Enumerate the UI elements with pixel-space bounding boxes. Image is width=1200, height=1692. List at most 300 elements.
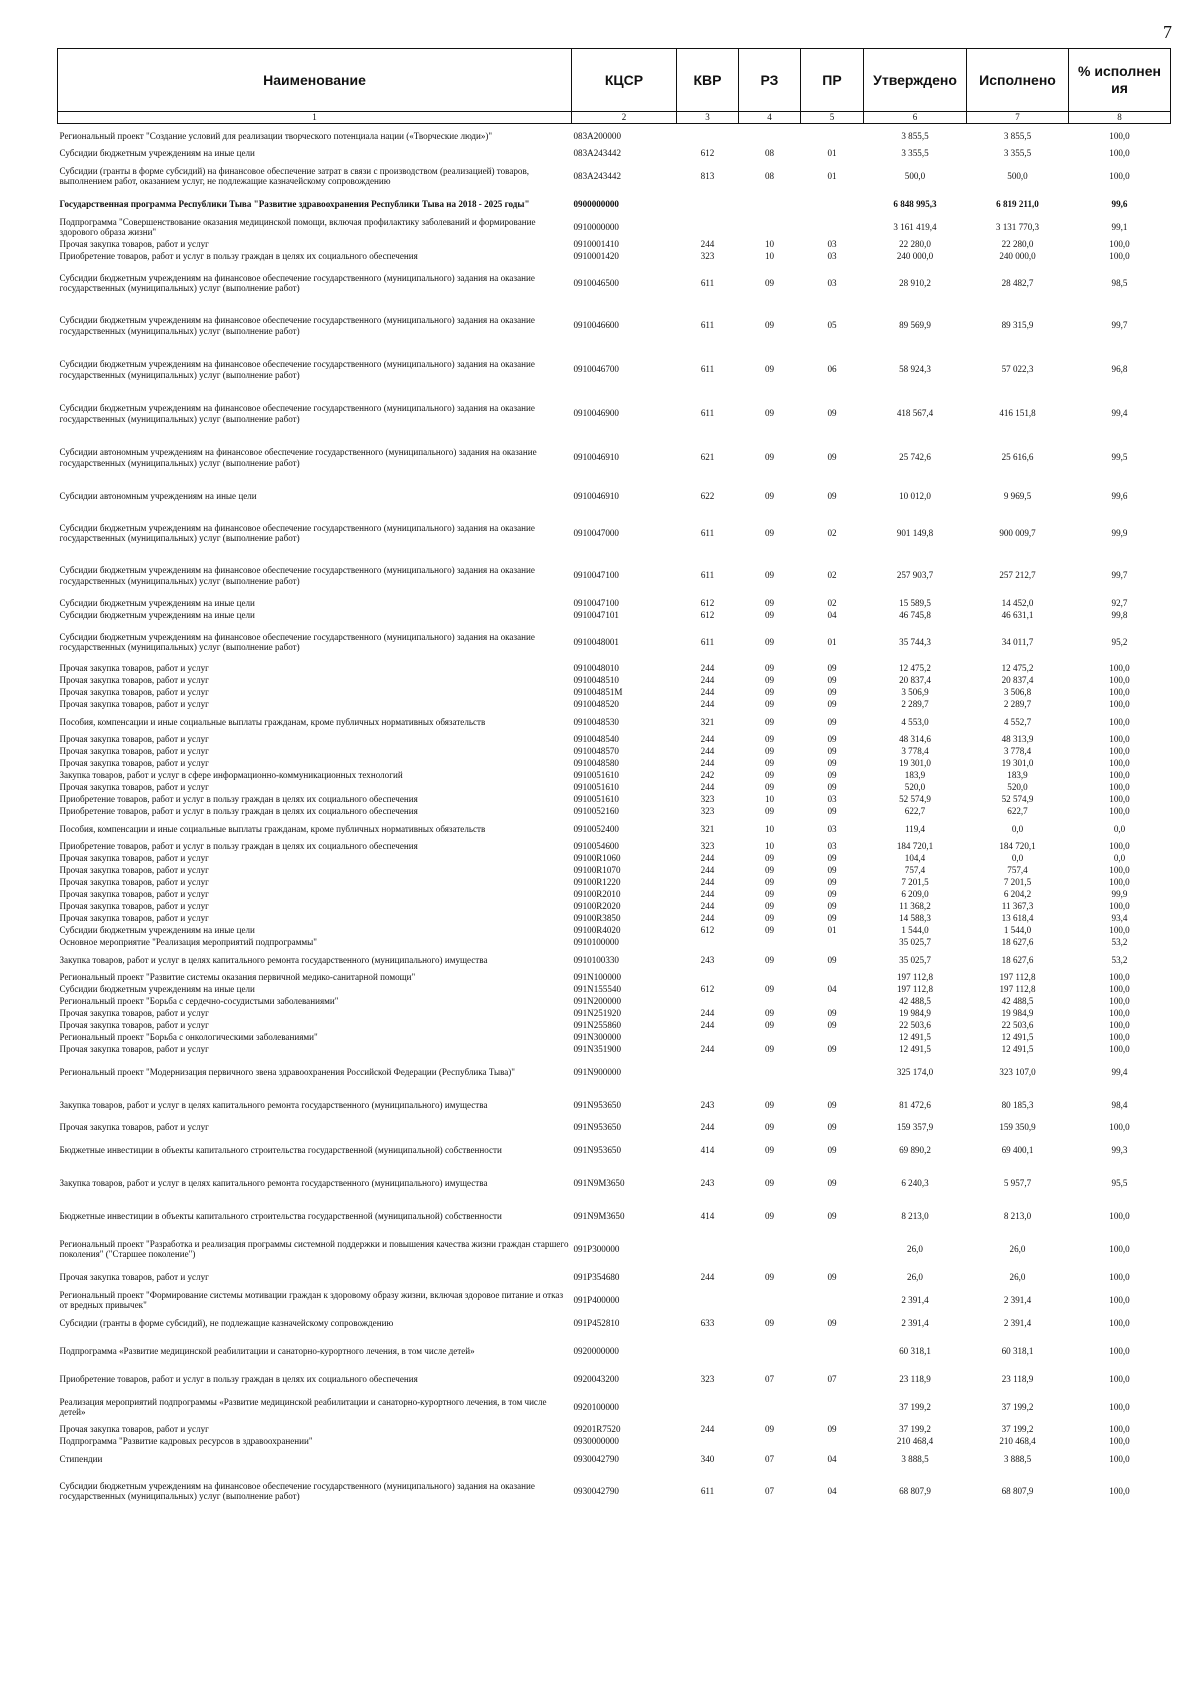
row-kcsr: 09100R2020 <box>573 901 621 912</box>
row-executed: 9 969,5 <box>1003 490 1032 501</box>
row-percent: 99,3 <box>1111 1144 1128 1155</box>
row-pr: 04 <box>827 984 837 995</box>
row-kvr: 612 <box>700 598 715 609</box>
row-rz: 09 <box>764 1144 775 1155</box>
row-executed: 416 151,8 <box>999 408 1036 419</box>
row-kcsr: 0910048001 <box>573 636 619 647</box>
row-rz <box>739 995 801 1007</box>
row-percent: 100,0 <box>1109 1317 1130 1328</box>
table-row <box>58 686 1171 698</box>
row-rz: 09 <box>764 865 775 876</box>
row-approved: 28 910,2 <box>899 277 931 288</box>
row-approved: 4 553,0 <box>901 716 929 727</box>
table-row <box>58 621 1171 662</box>
row-kvr: 323 <box>700 251 715 262</box>
row-kcsr: 0910046500 <box>573 277 619 288</box>
row-percent: 100,0 <box>1109 1032 1130 1043</box>
row-executed: 4 552,7 <box>1003 716 1032 727</box>
row-approved: 19 301,0 <box>899 758 931 769</box>
table-row <box>58 553 1171 597</box>
row-kcsr: 0910048580 <box>573 758 619 769</box>
row-kvr <box>677 1334 739 1367</box>
row-name: Субсидии автономным учреждениям на финансовое обеспечение государственного (муниципального) задания на оказание государственных (муниципальных) услуг (выполнение работ) <box>59 447 537 468</box>
row-rz: 09 <box>764 1099 775 1110</box>
table-row <box>58 1288 1171 1311</box>
table-row <box>58 1232 1171 1265</box>
row-executed: 0,0 <box>1011 823 1024 834</box>
row-approved: 7 201,5 <box>901 877 929 888</box>
row-rz: 07 <box>764 1373 775 1384</box>
row-name: Субсидии бюджетным учреждениям на финансовое обеспечение государственного (муниципального) задания на оказание государственных (муниципальных) услуг (выполнение работ) <box>59 1480 535 1501</box>
table-row <box>58 745 1171 757</box>
row-pr: 02 <box>827 570 837 581</box>
row-rz: 09 <box>764 452 775 463</box>
row-kcsr: 0920043200 <box>573 1373 619 1384</box>
row-percent: 100,0 <box>1109 1020 1130 1031</box>
row-percent: 100,0 <box>1109 148 1130 159</box>
row-percent: 100,0 <box>1109 1345 1130 1356</box>
row-percent: 100,0 <box>1109 901 1130 912</box>
row-pr <box>801 215 864 238</box>
row-rz: 09 <box>764 408 775 419</box>
row-approved: 2 391,4 <box>901 1294 929 1305</box>
row-rz: 09 <box>764 1122 775 1133</box>
table-row <box>58 840 1171 852</box>
row-approved: 257 903,7 <box>896 570 934 581</box>
row-kcsr: 091N9M3650 <box>573 1177 625 1188</box>
table-row <box>58 1121 1171 1133</box>
table-row <box>58 1334 1171 1367</box>
row-percent: 99,9 <box>1111 889 1128 900</box>
row-pr: 09 <box>827 408 837 419</box>
row-executed: 210 468,4 <box>999 1436 1036 1447</box>
row-rz: 10 <box>764 251 775 262</box>
table-row <box>58 852 1171 864</box>
row-kcsr: 0910054600 <box>573 841 619 852</box>
row-name: Субсидии бюджетным учреждениям на финансовое обеспечение государственного (муниципального) задания на оказание государственных (муниципальных) услуг (выполнение работ) <box>59 565 535 586</box>
row-name: Субсидии бюджетным учреждениям на финансовое обеспечение государственного (муниципального) задания на оказание государственных (муниципальных) услуг (выполнение работ) <box>59 522 535 543</box>
row-rz: 09 <box>764 598 775 609</box>
row-pr: 09 <box>827 954 837 965</box>
row-executed: 900 009,7 <box>999 527 1036 538</box>
row-pr <box>801 936 864 948</box>
row-kvr: 244 <box>700 663 715 674</box>
row-name: Прочая закупка товаров, работ и услуг <box>59 687 209 698</box>
row-approved: 3 778,4 <box>901 746 929 757</box>
row-name: Государственная программа Республики Тыва "Развитие здравоохранения Республики Тыва на 2018 - 2025 годы" <box>59 198 530 209</box>
row-pr: 09 <box>827 663 837 674</box>
row-kvr <box>677 1031 739 1043</box>
row-approved: 2 289,7 <box>901 699 929 710</box>
row-name: Реализация мероприятий подпрограммы «Развитие медицинской реабилитации и санаторно-курортного лечения, в том числе детей» <box>59 1396 547 1417</box>
row-pr: 09 <box>827 716 837 727</box>
row-kvr: 244 <box>700 687 715 698</box>
row-approved: 901 149,8 <box>896 527 934 538</box>
column-number: 5 <box>801 112 864 124</box>
row-executed: 5 957,7 <box>1003 1177 1032 1188</box>
row-percent: 100,0 <box>1109 251 1130 262</box>
row-approved: 197 112,8 <box>896 984 934 995</box>
table-row <box>58 303 1171 347</box>
row-pr: 05 <box>827 320 837 331</box>
row-rz: 09 <box>764 925 775 936</box>
table-row <box>58 781 1171 793</box>
row-percent: 100,0 <box>1109 806 1130 817</box>
table-row <box>58 900 1171 912</box>
row-executed: 520,0 <box>1007 782 1028 793</box>
row-kcsr: 0910046600 <box>573 320 619 331</box>
row-name: Пособия, компенсации и иные социальные выплаты гражданам, кроме публичных нормативных обязательств <box>59 716 486 727</box>
row-kvr: 244 <box>700 1271 715 1282</box>
row-rz: 07 <box>764 1485 775 1496</box>
row-executed: 26,0 <box>1009 1243 1026 1254</box>
row-kvr <box>677 124 739 148</box>
row-executed: 3 131 770,3 <box>995 221 1040 232</box>
row-rz: 09 <box>764 984 775 995</box>
row-name: Приобретение товаров, работ и услуг в пользу граждан в целях их социального обеспечения <box>59 1373 418 1384</box>
row-rz: 09 <box>764 806 775 817</box>
row-kvr: 244 <box>700 699 715 710</box>
row-percent: 0,0 <box>1113 823 1126 834</box>
row-kcsr: 0910052160 <box>573 806 619 817</box>
row-name: Субсидии (гранты в форме субсидий) на финансовое обеспечение затрат в связи с производством (реализацией) товаров, выполнением работ, оказанием услуг, не подлежащие казначейскому сопровождению <box>59 165 530 186</box>
row-rz: 09 <box>764 746 775 757</box>
row-kvr: 611 <box>700 570 715 581</box>
row-rz: 09 <box>764 1177 775 1188</box>
row-pr: 01 <box>827 148 837 159</box>
row-percent: 100,0 <box>1109 758 1130 769</box>
row-pr: 03 <box>827 239 837 250</box>
row-percent: 98,5 <box>1111 277 1128 288</box>
row-rz: 09 <box>764 687 775 698</box>
row-pr: 09 <box>827 1271 837 1282</box>
row-kvr: 612 <box>700 984 715 995</box>
row-name: Прочая закупка товаров, работ и услуг <box>59 1271 209 1282</box>
row-kcsr: 083A200000 <box>573 130 621 141</box>
row-kvr: 244 <box>700 901 715 912</box>
row-pr: 04 <box>827 610 837 621</box>
header-name: Наименование <box>58 49 572 112</box>
row-kvr <box>677 971 739 983</box>
row-pr: 09 <box>827 687 837 698</box>
row-kcsr: 083A243442 <box>573 170 621 181</box>
row-percent: 93,4 <box>1111 913 1128 924</box>
row-percent: 100,0 <box>1109 170 1130 181</box>
row-percent: 99,5 <box>1111 452 1128 463</box>
row-approved: 325 174,0 <box>896 1066 934 1077</box>
row-rz <box>739 124 801 148</box>
row-name: Прочая закупка товаров, работ и услуг <box>59 865 209 876</box>
row-pr <box>801 1390 864 1423</box>
row-percent: 99,7 <box>1111 570 1128 581</box>
row-rz: 09 <box>764 1210 775 1221</box>
row-percent: 100,0 <box>1109 746 1130 757</box>
row-approved: 3 161 419,4 <box>893 221 937 232</box>
row-name: Региональный проект "Создание условий для реализации творческого потенциала нации («Творческие люди»)" <box>59 130 493 141</box>
row-pr: 09 <box>827 770 837 781</box>
row-executed: 52 574,9 <box>1001 794 1034 805</box>
row-kvr <box>677 1288 739 1311</box>
row-rz: 09 <box>764 770 775 781</box>
row-executed: 2 391,4 <box>1003 1294 1032 1305</box>
table-row <box>58 1423 1171 1435</box>
row-rz <box>739 1055 801 1088</box>
row-name: Бюджетные инвестиции в объекты капитального строительства государственной (муниципальной) собственности <box>59 1144 502 1155</box>
row-executed: 46 631,1 <box>1001 610 1034 621</box>
row-pr: 04 <box>827 1453 837 1464</box>
row-kcsr: 0910048510 <box>573 675 619 686</box>
row-approved: 35 025,7 <box>899 937 931 948</box>
row-kvr: 612 <box>700 925 715 936</box>
row-rz: 10 <box>764 239 775 250</box>
row-kvr: 244 <box>700 1424 715 1435</box>
row-name: Прочая закупка товаров, работ и услуг <box>59 1424 209 1435</box>
row-approved: 22 503,6 <box>899 1020 931 1031</box>
row-executed: 11 367,3 <box>1001 901 1034 912</box>
row-kvr: 633 <box>700 1317 715 1328</box>
row-approved: 10 012,0 <box>899 490 931 501</box>
row-approved: 81 472,6 <box>899 1099 931 1110</box>
row-rz: 08 <box>764 148 775 159</box>
table-row <box>58 1199 1171 1232</box>
row-executed: 22 503,6 <box>1001 1020 1034 1031</box>
row-name: Приобретение товаров, работ и услуг в пользу граждан в целях их социального обеспечения <box>59 806 418 817</box>
row-rz: 09 <box>764 954 775 965</box>
table-row <box>58 1007 1171 1019</box>
row-executed: 2 391,4 <box>1003 1317 1032 1328</box>
row-name: Прочая закупка товаров, работ и услуг <box>59 1044 209 1055</box>
row-approved: 6 240,3 <box>901 1177 929 1188</box>
table-row <box>58 1133 1171 1166</box>
row-approved: 6 848 995,3 <box>893 198 937 209</box>
row-name: Прочая закупка товаров, работ и услуг <box>59 782 209 793</box>
table-row <box>58 1435 1171 1447</box>
row-pr: 09 <box>827 913 837 924</box>
row-executed: 18 627,6 <box>1001 937 1034 948</box>
row-executed: 57 022,3 <box>1001 364 1034 375</box>
row-kvr: 612 <box>700 610 715 621</box>
row-name: Прочая закупка товаров, работ и услуг <box>59 889 209 900</box>
table-row <box>58 1470 1171 1511</box>
row-kvr: 244 <box>700 782 715 793</box>
row-kcsr: 091N953650 <box>573 1144 621 1155</box>
row-kcsr: 0910046910 <box>573 490 619 501</box>
row-approved: 184 720,1 <box>896 841 934 852</box>
row-name: Прочая закупка товаров, работ и услуг <box>59 853 209 864</box>
row-approved: 622,7 <box>904 806 926 817</box>
row-kvr: 242 <box>700 770 715 781</box>
row-kvr: 244 <box>700 1008 715 1019</box>
row-kcsr: 09100R3850 <box>573 913 621 924</box>
row-percent: 100,0 <box>1109 675 1130 686</box>
table-row <box>58 948 1171 971</box>
row-rz: 09 <box>764 320 775 331</box>
row-approved: 23 118,9 <box>899 1373 931 1384</box>
table-row <box>58 971 1171 983</box>
row-approved: 26,0 <box>907 1243 923 1254</box>
row-rz <box>739 936 801 948</box>
row-kcsr: 091N300000 <box>573 1032 621 1043</box>
row-kvr: 414 <box>700 1144 715 1155</box>
row-name: Субсидии бюджетным учреждениям на иные цели <box>59 148 255 159</box>
row-approved: 3 855,5 <box>901 130 929 141</box>
table-row <box>58 597 1171 609</box>
row-percent: 100,0 <box>1109 1373 1130 1384</box>
page-number: 7 <box>1163 22 1172 42</box>
row-kcsr: 0910100000 <box>573 937 619 948</box>
row-kcsr: 083A243442 <box>573 148 621 159</box>
row-kcsr: 0910046910 <box>573 452 619 463</box>
row-percent: 92,7 <box>1111 598 1128 609</box>
row-percent: 99,1 <box>1111 221 1128 232</box>
row-rz <box>739 1031 801 1043</box>
row-name: Бюджетные инвестиции в объекты капитального строительства государственной (муниципальной) собственности <box>59 1210 502 1221</box>
row-rz: 09 <box>764 758 775 769</box>
column-number: 3 <box>677 112 739 124</box>
row-pr: 09 <box>827 1177 837 1188</box>
row-percent: 100,0 <box>1109 877 1130 888</box>
row-pr: 09 <box>827 1020 837 1031</box>
row-executed: 42 488,5 <box>1001 996 1034 1007</box>
row-pr: 09 <box>827 1122 837 1133</box>
table-row <box>58 1019 1171 1031</box>
row-pr: 06 <box>827 364 837 375</box>
table-row <box>58 262 1171 303</box>
row-approved: 35 025,7 <box>899 954 931 965</box>
row-rz <box>739 192 801 215</box>
row-percent: 100,0 <box>1109 1210 1130 1221</box>
row-kcsr: 09100R4020 <box>573 925 621 936</box>
row-percent: 100,0 <box>1109 663 1130 674</box>
header-percent: % исполнен ия <box>1069 49 1171 112</box>
row-executed: 6 819 211,0 <box>996 198 1039 209</box>
row-kcsr: 091N251920 <box>573 1008 621 1019</box>
row-kcsr: 09100R1220 <box>573 877 621 888</box>
row-kvr: 244 <box>700 865 715 876</box>
row-kvr: 244 <box>700 675 715 686</box>
row-rz: 09 <box>764 364 775 375</box>
table-row <box>58 159 1171 192</box>
table-row <box>58 924 1171 936</box>
row-pr <box>801 1232 864 1265</box>
table-row <box>58 662 1171 674</box>
row-name: Закупка товаров, работ и услуг в целях капитального ремонта государственного (муниципального) имущества <box>59 1099 488 1110</box>
row-kvr: 244 <box>700 734 715 745</box>
row-pr <box>801 995 864 1007</box>
table-row <box>58 757 1171 769</box>
row-name: Региональный проект "Разработка и реализация программы системной поддержки и повышения качества жизни граждан старшего поколения" ("Старшее поколение") <box>59 1238 569 1259</box>
row-pr <box>801 124 864 148</box>
row-rz: 09 <box>764 716 775 727</box>
row-kcsr: 091004851М <box>573 687 623 698</box>
row-rz: 07 <box>764 1453 775 1464</box>
row-executed: 6 204,2 <box>1003 889 1032 900</box>
row-kvr <box>677 1055 739 1088</box>
row-kvr: 323 <box>700 841 715 852</box>
row-executed: 12 491,5 <box>1001 1044 1034 1055</box>
row-kcsr: 091P400000 <box>573 1294 620 1305</box>
row-name: Субсидии бюджетным учреждениям на финансовое обеспечение государственного (муниципального) задания на оказание государственных (муниципальных) услуг (выполнение работ) <box>59 359 535 380</box>
row-kcsr: 091P300000 <box>573 1243 620 1254</box>
row-name: Субсидии бюджетным учреждениям на иные цели <box>59 984 255 995</box>
row-executed: 197 112,8 <box>999 972 1036 983</box>
column-number-row <box>58 112 1171 124</box>
row-rz: 09 <box>764 901 775 912</box>
row-pr: 02 <box>827 598 837 609</box>
row-percent: 53,2 <box>1111 954 1128 965</box>
column-number: 7 <box>967 112 1069 124</box>
row-approved: 42 488,5 <box>899 996 931 1007</box>
row-kvr <box>677 215 739 238</box>
row-name: Региональный проект "Формирование системы мотивации граждан к здоровому образу жизни, включая здоровое питание и отказ от вредных привычек" <box>59 1289 564 1310</box>
row-approved: 22 280,0 <box>899 239 931 250</box>
table-row <box>58 1265 1171 1288</box>
row-kvr <box>677 995 739 1007</box>
row-approved: 119,4 <box>904 823 926 834</box>
row-pr: 09 <box>827 699 837 710</box>
row-name: Стипендии <box>59 1453 103 1464</box>
row-name: Закупка товаров, работ и услуг в сфере информационно-коммуникационных технологий <box>59 770 403 781</box>
row-rz: 09 <box>764 610 775 621</box>
row-rz: 09 <box>764 699 775 710</box>
row-executed: 0,0 <box>1011 853 1024 864</box>
row-pr: 09 <box>827 675 837 686</box>
row-rz: 09 <box>764 490 775 501</box>
table-row <box>58 512 1171 553</box>
row-executed: 7 201,5 <box>1003 877 1032 888</box>
row-kcsr: 091N9M3650 <box>573 1210 625 1221</box>
table-header-row <box>58 49 1171 112</box>
row-name: Прочая закупка товаров, работ и услуг <box>59 239 209 250</box>
table-row <box>58 698 1171 710</box>
row-kcsr: 0910047101 <box>573 610 619 621</box>
row-kcsr: 091N953650 <box>573 1099 621 1110</box>
row-percent: 100,0 <box>1109 1294 1130 1305</box>
row-approved: 159 357,9 <box>896 1122 934 1133</box>
table-row <box>58 609 1171 621</box>
row-percent: 96,8 <box>1111 364 1128 375</box>
row-executed: 8 213,0 <box>1003 1210 1032 1221</box>
row-kvr: 244 <box>700 877 715 888</box>
row-percent: 100,0 <box>1109 794 1130 805</box>
row-rz <box>739 1288 801 1311</box>
column-number: 4 <box>739 112 801 124</box>
row-executed: 18 627,6 <box>1001 954 1034 965</box>
row-name: Прочая закупка товаров, работ и услуг <box>59 1008 209 1019</box>
column-number: 6 <box>864 112 967 124</box>
row-kcsr: 0910048530 <box>573 716 619 727</box>
row-executed: 12 491,5 <box>1001 1032 1034 1043</box>
row-name: Субсидии бюджетным учреждениям на финансовое обеспечение государственного (муниципального) задания на оказание государственных (муниципальных) услуг (выполнение работ) <box>59 403 535 424</box>
row-executed: 26,0 <box>1009 1271 1026 1282</box>
row-kvr: 244 <box>700 853 715 864</box>
table-row <box>58 733 1171 745</box>
table-row <box>58 479 1171 512</box>
row-kvr <box>677 936 739 948</box>
table-row <box>58 805 1171 817</box>
row-percent: 100,0 <box>1109 734 1130 745</box>
row-percent: 99,6 <box>1111 198 1128 209</box>
row-percent: 99,6 <box>1111 490 1128 501</box>
row-approved: 197 112,8 <box>896 972 934 983</box>
row-approved: 210 468,4 <box>896 1436 934 1447</box>
table-body <box>58 124 1171 1512</box>
row-name: Основное мероприятие "Реализация мероприятий подпрограммы" <box>59 937 317 948</box>
row-kcsr: 091N351900 <box>573 1044 621 1055</box>
row-percent: 100,0 <box>1109 972 1130 983</box>
row-kvr: 243 <box>700 954 715 965</box>
table-row <box>58 1031 1171 1043</box>
